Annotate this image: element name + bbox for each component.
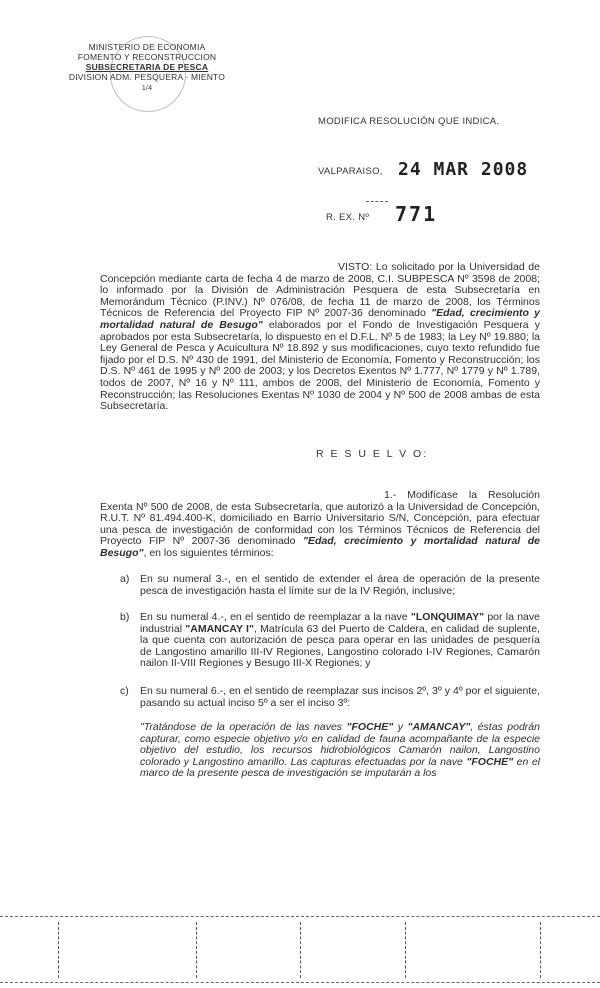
item-a-text: En su numeral 3.-, en el sentido de extender el área de operación de la presente pesca de investigación hasta el límite sur de la IV Región, inclusive; (140, 573, 540, 597)
stamp-division: DIVISION ADM. PESQUERA · MIENTO (68, 72, 226, 82)
stamp-subsecretaria: SUBSECRETARIA DE PESCA (85, 62, 209, 72)
visto-text-b: elaborados por el Fondo de Investigación Pesquera y aprobados por esta Subsecretaría, lo dispuesto en el D.F.L. Nº 5 de 1983; la Ley Nº 19.880; la Ley General de Pesca y Acuicultura Nº 18.892 y sus modificaciones, cuyo texto refundido fue fijado por el D.S. Nº 430 de 1991, del Ministerio de Economía, Fomento y Reconstrucción; los D.S. Nº 461 de 1995 y Nº 200 de 2003; y los Decretos Exentos Nº 1.777, Nº 1779 y Nº 1.789, todos de 2007, Nº 16 y Nº 111, ambos de 2008, del Ministerio de Economía, Fomento y Reconstrucción; las Resoluciones Exentas Nº 1030 de 2004 y Nº 500 de 2008 ambas de esta Subsecretaría. (100, 318, 540, 413)
vessel-foche-2: "FOCHE" (466, 755, 514, 768)
place-label: VALPARAISO, (318, 166, 383, 177)
item-b-letter: b) (120, 611, 130, 623)
perforation-tick (540, 922, 541, 978)
item-a-letter: a) (120, 573, 130, 585)
vessel-amancay: "AMANCAY" (407, 721, 471, 733)
stamp-ministry: MINISTERIO DE ECONOMIA (88, 42, 206, 52)
perforation-tick (196, 922, 197, 978)
vessel-lonquimay: "LONQUIMAY" (410, 611, 485, 623)
project-title-1: "Edad, crecimiento y mortalidad natural de Besugo" (100, 307, 540, 331)
perforation-tick (405, 922, 406, 978)
perforation-tick (300, 922, 301, 978)
quote-text-a: "Tratándose de la operación de las naves (140, 721, 347, 733)
resuelvo-heading: R E S U E L V O: (316, 448, 429, 460)
document-subject: MODIFICA RESOLUCIÓN QUE INDICA. (318, 116, 500, 127)
article-1-text-a: 1.- Modifícase la Resolución Exenta Nº 500 de 2008, de esta Subsecretaría, que autorizó a la Universidad de Concepción, R.U.T. Nº 81.494.400-K, domiciliado en Barrio Universitario S/N, Concepción, para efectuar una pesca de investigación de conformidad con los Términos Técnicos de Referencia del Proyecto FIP Nº 2007-36 denominado (100, 489, 540, 548)
seal-icon (110, 36, 186, 112)
stamp-page: 1/4 (141, 85, 153, 92)
vessel-amancay-i: "AMANCAY I" (185, 622, 254, 635)
vessel-foche-1: "FOCHE" (346, 721, 394, 733)
perforation-line-top (0, 916, 600, 917)
quote-text-b: y (393, 721, 408, 733)
rex-number: 771 (395, 202, 438, 226)
letterhead-stamp (52, 42, 242, 94)
item-b-text (140, 612, 540, 670)
perforation-tick (58, 922, 59, 978)
stamp-fomento: FOMENTO Y RECONSTRUCCION (77, 52, 217, 62)
quote-text-c: , éstas podrán capturar, como especie objetivo y/o en calidad de fauna acompañante de la especie objetivo del estudio, los recursos hidrobiológicos Camarón nailon, Langostino colorado y Langostino amarillo. Las capturas efectuadas por la nave (140, 721, 540, 768)
item-c-text: En su numeral 6.-, en el sentido de reemplazar sus incisos 2º, 3º y 4º por el siguiente, pasando su actual inciso 5º a ser el inciso 3º: (140, 685, 540, 709)
item-b-text-b: por la nave industrial (140, 611, 540, 635)
rex-dash (366, 201, 388, 202)
date-stamp: 24 MAR 2008 (398, 159, 529, 180)
quoted-replacement (140, 722, 540, 780)
item-c-letter: c) (120, 685, 129, 697)
item-b-text-c: , Matrícula 63 del Puerto de Caldera, en calidad de suplente, la que cuenta con autorización de pesca para operar en las unidades de pesquería de Langostino amarillo III-IV Regiones, Langostino colorado I-IV Regiones, Camarón nailon II-VIII Regiones y Besugo III-X Regiones; y (140, 622, 540, 670)
article-1-text-b: , en los siguientes términos: (143, 546, 274, 559)
article-1-paragraph (100, 490, 540, 560)
item-b-text-a: En su numeral 4.-, en el sentido de reemplazar a la nave (140, 611, 411, 623)
project-title-2: "Edad, crecimiento y mortalidad natural de Besugo" (100, 535, 540, 559)
rex-label: R. EX. Nº (326, 212, 370, 223)
perforation-line-bottom (0, 982, 600, 983)
visto-text-a: VISTO: Lo solicitado por la Universidad de Concepción mediante carta de fecha 4 de marzo de 2008, C.I. SUBPESCA Nº 3598 de 2008; lo informado por la División de Administración Pesquera de esta Subsecretaría en Memorándum Técnico (P.INV.) Nº 076/08, de fecha 11 de marzo de 2008, los Términos Técnicos de Referencia del Proyecto FIP Nº 2007-36 denominado (100, 261, 540, 320)
quote-text-d: en el marco de la presente pesca de investigación se imputarán a los (140, 755, 541, 780)
visto-paragraph (100, 262, 540, 413)
